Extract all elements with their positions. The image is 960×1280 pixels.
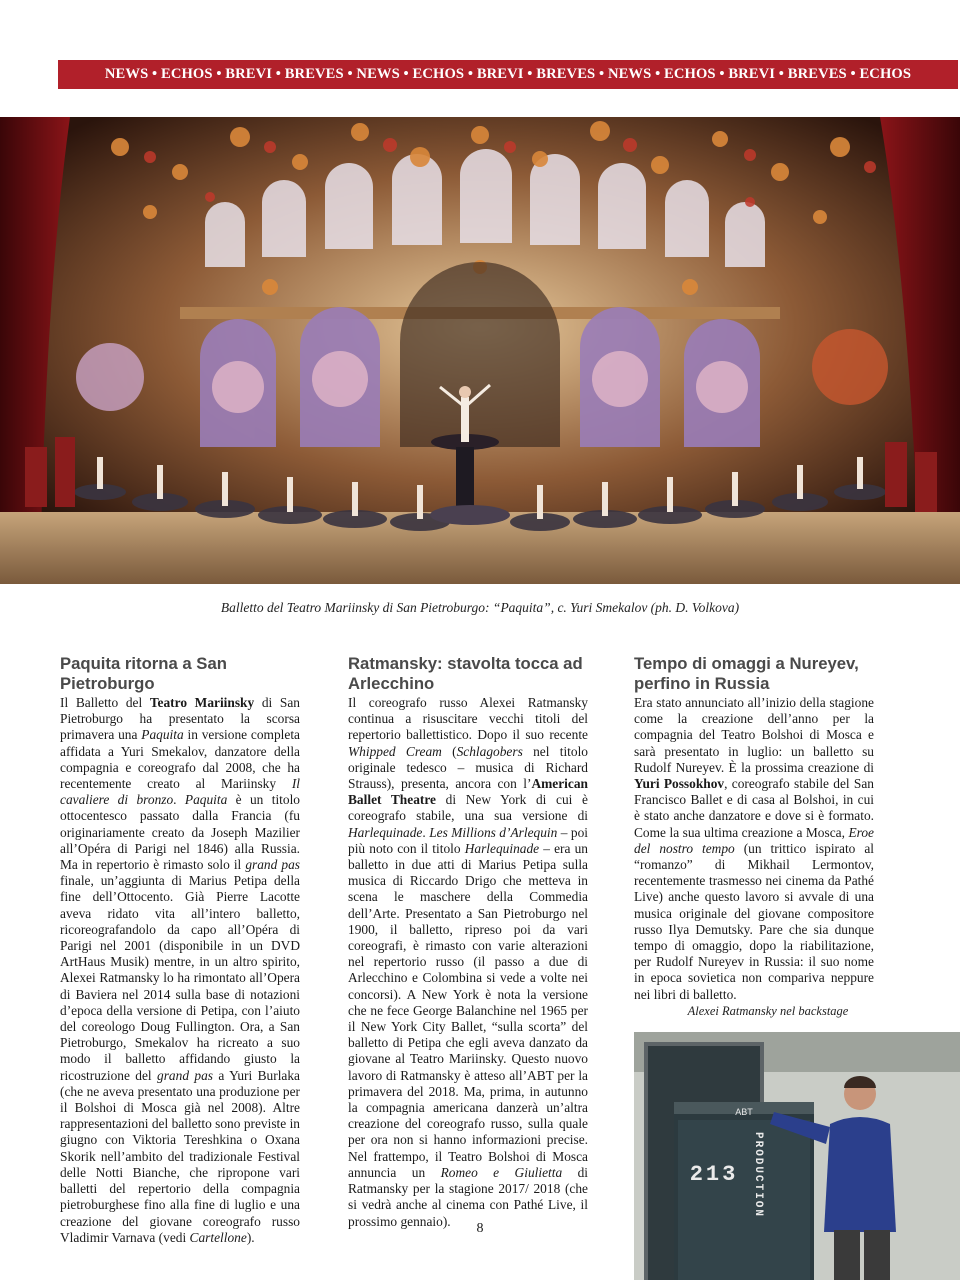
- locker-abt-text: ABT: [735, 1107, 753, 1117]
- photo-caption: Balletto del Teatro Mariinsky di San Pietroburgo: “Paquita”, c. Yuri Smekalov (ph. D. Volkova): [220, 600, 740, 615]
- article-title: Paquita ritorna a San Pietroburgo: [60, 654, 227, 693]
- locker-number-text: 213: [689, 1162, 739, 1187]
- article-title: Ratmansky: stavolta tocca ad Arlecchino: [348, 654, 583, 693]
- article-body: Il coreografo russo Alexei Ratmansky continua a risuscitare vecchi titoli del repertorio ballettistico. Dopo il suo recente Whipped Cream (Schlagobers nel titolo originale tedesco – musica di Richard Strauss), presenta, ancora con l’American Ballet Theatre di New York di cui è coreografo stabile, una sua versione di Harlequinade. Les Millions d’Arlequin – poi più noto con il titolo Harlequinade – era un balletto in due atti di Marius Petipa sulla musica di Riccardo Drigo che metteva in scena le maschere della Commedia dell’Arte. Presentato a San Pietroburgo nel 1900, il balletto, ripreso poi da vari coreografi, è rimasto con varie alterazioni nel repertorio russo (il passo a due di Arlecchino e Colombina si vede a volte nei concorsi). A New York è nota la versione che ne fece George Balanchine nel 1965 per il New York City Ballet, “sulla scorta” del balletto di Petipa che egli aveva danzato da giovane al Teatro Mariinsky. Questo nuovo lavoro di Ratmansky è atteso all’ABT per la primavera del 2018. Ma, prima, in autunno la compagnia americana danzerà un’altra creazione del coreografo russo, sulla quale per ora non si hanno informazioni precise. Nel frattempo, il Teatro Bolshoi di Mosca annuncia un Romeo e Giulietta di Ratmansky per la stagione 2017/ 2018 (che si vedrà anche al cinema con Pathé Live, il prossimo gennaio).: [348, 695, 589, 1229]
- backstage-photo: [634, 1032, 960, 1280]
- portrait-caption: Alexei Ratmansky nel backstage: [687, 1004, 849, 1018]
- article-nureyev: [634, 654, 874, 1003]
- article-body: Il Balletto del Teatro Mariinsky di San Pietroburgo ha presentato la scorsa primavera una Paquita in versione completa affidata a Yuri Smekalov, danzatore della compagnia e coreografo dal 2008, che ha recentemente creato al Mariinsky Il cavaliere di bronzo. Paquita è un titolo ottocentesco passato dalla Francia (fu originariamente creato da Joseph Mazilier all’Opéra di Parigi nel 1846) alla Russia. Ma in repertorio è rimasto solo il grand pas finale, un’aggiunta di Marius Petipa della fine dell’Ottocento. Già Pierre Lacotte aveva ridato vita all’intero balletto, ricoreografandolo da capo all’Opéra di Parigi nel 2001 (disponibile in un DVD ArtHaus Musik) mentre, in un altro spirito, Alexei Ratmansky lo ha rimontato all’Opera di Baviera nel 2014 sulla base di notazioni d’epoca della versione di Petipa, con l’aiuto del coreologo Doug Fullington. Ora, a San Pietroburgo, Smekalov ha ricreato a suo modo il balletto affidando giusto la ricostruzione del grand pas a Yuri Burlaka (che ne aveva presentato una produzione per il Bolshoi di Mosca già nel 2008). Altre rappresentazioni del balletto sono previste in giugno con Viktoria Tereshkina o Oxana Skorik nell’ambito del tradizionale Festival delle Notti Bianche, che ripropone vari balletti del repertorio della compagnia pietroburghese fino alla fine di luglio e una creazione del giovane coreografo russo Vladimir Varnava (vedi Cartellone).: [60, 695, 300, 1245]
- article-paquita: [60, 654, 300, 1246]
- article-ratmansky: [348, 654, 588, 1230]
- locker-production-text: PRODUCTION: [752, 1132, 764, 1219]
- article-title: Tempo di omaggi a Nureyev, perfino in Russia: [634, 654, 859, 693]
- page-number: 8: [476, 1221, 484, 1236]
- article-body: Era stato annunciato all’inizio della stagione come la creazione dell’anno per la compagnia del Teatro Bolshoi di Mosca e sarà presentato in luglio: un balletto su Rudolf Nureyev. È la prossima creazione di Yuri Possokhov, coreografo stabile del San Francisco Ballet e di casa al Bolshoi, in cui è stato anche danzatore e dove si è formato. Come la sua ultima creazione a Mosca, Eroe del nostro tempo (un trittico ispirato al “romanzo” di Mikhail Lermontov, recentemente trasmesso nei cinema da Pathé Live) anche questo lavoro si avvale di una musica originale del giovane compositore russo Ilya Demutsky. Pare che sia dunque tempo di omaggio, dopo la riabilitazione, per Rudolf Nureyev in Russia: il suo nome in epoca sovietica non compariva neppure nei libri di balletto.: [634, 695, 874, 1002]
- stage-photo: [0, 117, 960, 584]
- section-banner: NEWS • ECHOS • BREVI • BREVES • NEWS • ECHOS • BREVI • BREVES • NEWS • ECHOS • BREVI • BREVES • ECHOS: [58, 60, 958, 89]
